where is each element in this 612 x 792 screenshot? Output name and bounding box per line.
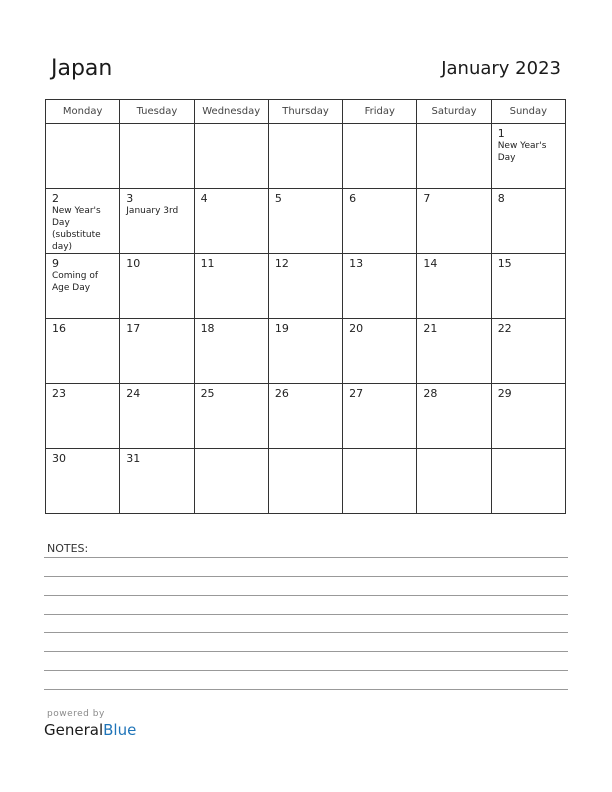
day-number: 23 [52,387,66,400]
day-number: 17 [126,322,141,335]
day-cell [417,384,491,449]
day-cell [417,449,491,514]
day-cell [46,449,120,514]
day-cell [194,384,268,449]
weekday-wednesday: Wednesday [194,100,268,124]
day-number: 27 [349,387,364,400]
weekday-tuesday: Tuesday [120,100,194,124]
day-cell [417,319,491,384]
day-cell [46,254,120,319]
day-cell [268,449,342,514]
day-number: 7 [423,192,431,205]
day-cell [268,384,342,449]
note-line [44,689,568,690]
day-number: 28 [423,387,438,400]
day-cell [268,254,342,319]
day-number: 19 [274,322,289,335]
day-cell [194,319,268,384]
day-number: 11 [200,257,215,270]
day-number: 2 [52,192,59,205]
brand-blue: Blue [103,721,137,739]
day-number: 18 [200,322,215,335]
weekday-monday: Monday [46,100,120,124]
day-cell [120,449,194,514]
day-number: 16 [52,322,66,335]
weekday-saturday: Saturday [417,100,491,124]
brand-general: General [44,721,104,739]
week-row [46,319,566,384]
month-year-title: January 2023 [441,58,561,79]
weekday-sunday: Sunday [491,100,565,124]
note-line [44,614,568,615]
day-number: 15 [497,257,512,270]
day-cell [343,189,417,254]
note-line [44,557,568,558]
day-cell [491,124,565,189]
note-line [44,576,568,577]
day-cell [120,254,194,319]
day-cell [194,124,268,189]
country-title: Japan [51,56,113,81]
day-cell [491,319,565,384]
day-cell [417,254,491,319]
day-cell [194,189,268,254]
note-line [44,632,568,633]
day-cell [417,189,491,254]
day-number: 10 [126,257,141,270]
day-cell [343,254,417,319]
day-cell [268,319,342,384]
generalblue-logo [44,721,136,739]
day-number: 21 [423,322,438,335]
day-cell [343,449,417,514]
note-line [44,651,568,652]
holiday-label: Coming of Age Day [52,271,99,293]
day-number: 31 [126,452,141,465]
day-number: 9 [52,257,59,270]
note-line [44,670,568,671]
holiday-label: New Year's Day (substitute day) [52,206,101,252]
day-cell [46,384,120,449]
day-cell [268,189,342,254]
weekday-header-row [46,100,566,124]
note-line [44,595,568,596]
weekday-thursday: Thursday [268,100,342,124]
week-row [46,124,566,189]
day-cell [343,384,417,449]
day-cell [46,189,120,254]
day-number: 12 [274,257,289,270]
day-cell [120,124,194,189]
day-cell [194,254,268,319]
day-number: 24 [126,387,141,400]
week-row [46,254,566,319]
week-row [46,189,566,254]
powered-by-text: powered by [47,709,105,719]
day-number: 29 [497,387,512,400]
calendar-grid [45,99,566,514]
day-number: 5 [274,192,282,205]
holiday-label: January 3rd [126,206,179,216]
day-cell [120,384,194,449]
day-number: 20 [349,322,364,335]
day-number: 6 [349,192,357,205]
day-number: 26 [274,387,289,400]
day-cell [268,124,342,189]
day-cell [491,189,565,254]
day-number: 1 [497,127,505,140]
day-number: 22 [497,322,512,335]
day-number: 14 [423,257,438,270]
week-row [46,449,566,514]
day-cell [46,319,120,384]
day-cell [491,384,565,449]
day-cell [120,189,194,254]
holiday-label: New Year's Day [497,141,547,163]
notes-label: NOTES: [47,542,89,555]
day-cell [417,124,491,189]
day-number: 8 [497,192,505,205]
day-cell [194,449,268,514]
weekday-friday: Friday [343,100,417,124]
day-cell [120,319,194,384]
day-number: 4 [200,192,208,205]
day-cell [343,319,417,384]
day-cell [491,254,565,319]
day-number: 30 [52,452,66,465]
day-number: 25 [200,387,215,400]
day-cell [491,449,565,514]
week-row [46,384,566,449]
day-cell [343,124,417,189]
day-cell [46,124,120,189]
day-number: 13 [349,257,364,270]
day-number: 3 [126,192,134,205]
